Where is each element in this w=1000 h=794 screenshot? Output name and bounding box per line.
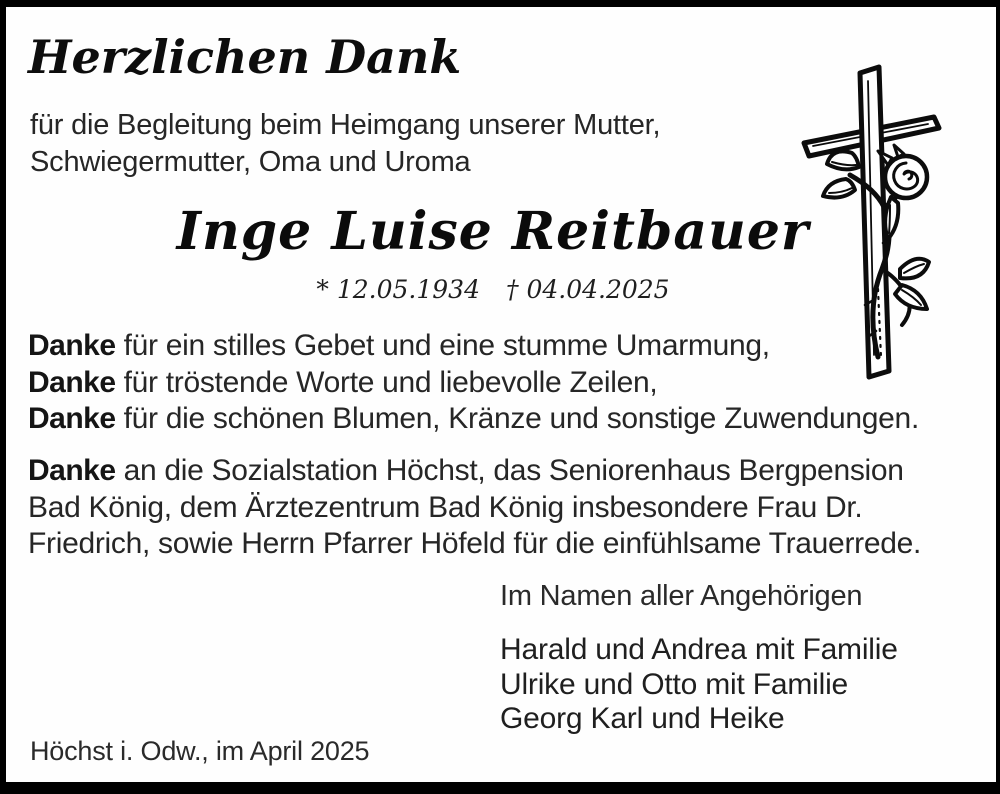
headline: Herzlichen Dank [28,30,462,84]
acknowledgement-line-text: an die Sozialstation Höchst, das Seniorenhaus Bergpension [115,454,904,487]
acknowledgement-paragraph [28,453,921,563]
cross-with-rose-icon [788,57,978,397]
family-line: Harald und Andrea mit Familie [500,633,898,666]
thanks-list [28,328,919,438]
closing-line: Im Namen aller Angehörigen [500,580,863,612]
intro-line-1: für die Begleitung beim Heimgang unserer Mutter, [30,109,661,141]
acknowledgement-line-text: Friedrich, sowie Herrn Pfarrer Höfeld für die einfühlsame Trauerrede. [28,527,922,560]
family-line: Georg Karl und Heike [500,702,785,735]
family-signatures [500,633,898,737]
thanks-bold-word: Danke [28,365,116,399]
thanks-line-text: für ein stilles Gebet und eine stumme Umarmung, [115,329,770,362]
acknowledgement-line [28,453,921,490]
thanks-line [28,401,919,438]
acknowledgement-line-text: Bad König, dem Ärztezentrum Bad König insbesondere Frau Dr. [28,490,863,524]
death-date: † 04.04.2025 [506,275,670,304]
thanks-line [28,365,919,402]
thanks-bold-word: Danke [28,329,116,362]
thanks-line-text: für tröstende Worte und liebevolle Zeilen, [115,365,658,399]
acknowledgement-bold-word: Danke [28,454,116,487]
family-line: Ulrike und Otto mit Familie [500,667,849,701]
intro-line-2: Schwiegermutter, Oma und Uroma [30,146,471,178]
place-date-line: Höchst i. Odw., im April 2025 [30,736,370,766]
intro-text [30,107,660,181]
notice-page [6,7,996,782]
thanks-line [28,328,919,365]
acknowledgement-line [28,490,921,527]
deceased-name: Inge Luise Reitbauer [176,201,810,262]
thanks-line-text: für die schönen Blumen, Kränze und sonstige Zuwendungen. [115,402,919,435]
thanks-bold-word: Danke [28,402,116,435]
acknowledgement-line [28,526,921,563]
birth-date: * 12.05.1934 [316,275,480,304]
